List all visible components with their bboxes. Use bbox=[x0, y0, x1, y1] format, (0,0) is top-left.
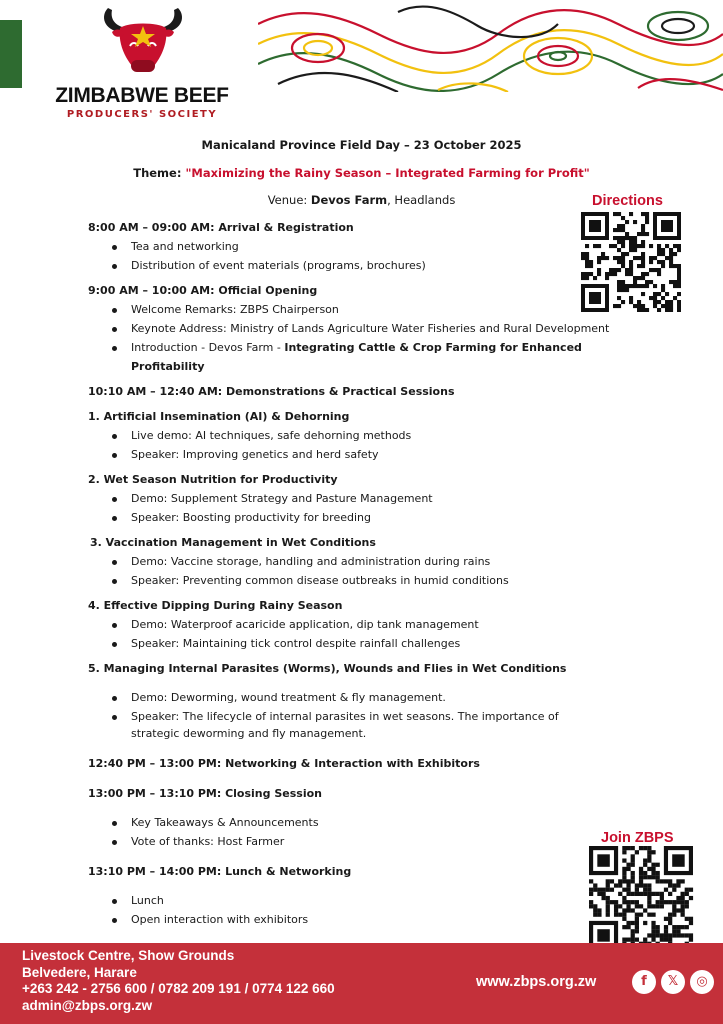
section-heading: 8:00 AM – 09:00 AM: Arrival & Registration bbox=[88, 221, 354, 234]
section-heading: 10:10 AM – 12:40 AM: Demonstrations & Practical Sessions bbox=[88, 385, 455, 398]
bullet-list bbox=[110, 489, 628, 527]
theme-value: "Maximizing the Rainy Season – Integrated Farming for Profit" bbox=[185, 166, 590, 180]
list-item: Open interaction with exhibitors bbox=[110, 910, 628, 929]
bull-head-icon bbox=[98, 2, 188, 80]
demo-heading: 5. Managing Internal Parasites (Worms), Wounds and Flies in Wet Conditions bbox=[88, 662, 567, 675]
bullet-list bbox=[110, 552, 628, 590]
bullet-list bbox=[110, 688, 628, 743]
list-item: Demo: Deworming, wound treatment & fly management. bbox=[110, 688, 628, 707]
event-theme bbox=[0, 166, 723, 180]
directions-qr-code[interactable] bbox=[581, 212, 681, 312]
address-line: Belvedere, Harare bbox=[22, 964, 137, 980]
zbps-logo bbox=[26, 2, 258, 120]
list-item: Speaker: The lifecycle of internal parasites in wet seasons. The importance of strategic deworming and fly management. bbox=[110, 707, 590, 743]
section-heading: 13:10 PM – 14:00 PM: Lunch & Networking bbox=[88, 865, 352, 878]
bullet-list bbox=[110, 813, 628, 851]
list-item: Speaker: Preventing common disease outbreaks in humid conditions bbox=[110, 571, 628, 590]
bullet-list bbox=[110, 891, 628, 929]
section-heading: 12:40 PM – 13:00 PM: Networking & Interaction with Exhibitors bbox=[88, 757, 480, 770]
event-title: Manicaland Province Field Day – 23 October 2025 bbox=[201, 138, 522, 152]
list-item: Lunch bbox=[110, 891, 628, 910]
list-item: Demo: Supplement Strategy and Pasture Management bbox=[110, 489, 628, 508]
agenda bbox=[88, 218, 628, 929]
intro-prefix: Introduction - Devos Farm - bbox=[131, 341, 285, 354]
brand-name: ZIMBABWE BEEF bbox=[55, 84, 229, 107]
demo-heading: 2. Wet Season Nutrition for Productivity bbox=[88, 473, 338, 486]
venue-label: Venue: bbox=[267, 193, 311, 207]
instagram-icon[interactable]: ◎ bbox=[690, 970, 714, 994]
green-accent-strip bbox=[0, 20, 22, 88]
website-link[interactable]: www.zbps.org.zw bbox=[476, 974, 597, 990]
facebook-icon[interactable]: f bbox=[632, 970, 656, 994]
bullet-list bbox=[110, 300, 628, 376]
venue-location: , Headlands bbox=[387, 193, 456, 207]
list-item bbox=[110, 338, 628, 376]
venue-farm: Devos Farm bbox=[310, 193, 388, 207]
bullet-list bbox=[110, 426, 628, 464]
email-link[interactable]: admin@zbps.org.zw bbox=[22, 997, 153, 1013]
section-heading: 13:00 PM – 13:10 PM: Closing Session bbox=[88, 787, 322, 800]
section-heading: 9:00 AM – 10:00 AM: Official Opening bbox=[88, 284, 318, 297]
join-zbps-qr-code[interactable] bbox=[588, 846, 694, 950]
list-item: Welcome Remarks: ZBPS Chairperson bbox=[110, 300, 628, 319]
x-icon[interactable]: 𝕏 bbox=[661, 970, 685, 994]
join-zbps-label: Join ZBPS bbox=[601, 830, 674, 846]
list-item: Live demo: AI techniques, safe dehorning methods bbox=[110, 426, 628, 445]
list-item: Keynote Address: Ministry of Lands Agriculture Water Fisheries and Rural Development bbox=[110, 319, 628, 338]
bullet-list bbox=[110, 615, 628, 653]
contact-block bbox=[22, 948, 335, 1014]
theme-label: Theme: bbox=[133, 166, 186, 180]
demo-heading: 4. Effective Dipping During Rainy Season bbox=[88, 599, 343, 612]
intro-topic: Integrating Cattle & Crop Farming for Enhanced Profitability bbox=[131, 341, 582, 373]
bullet-list bbox=[110, 237, 628, 275]
list-item: Speaker: Improving genetics and herd safety bbox=[110, 445, 628, 464]
brand-subtitle: PRODUCERS' SOCIETY bbox=[66, 109, 218, 120]
header bbox=[0, 0, 723, 122]
list-item: Distribution of event materials (programs, brochures) bbox=[110, 256, 628, 275]
address-line: Livestock Centre, Show Grounds bbox=[22, 948, 235, 963]
list-item: Vote of thanks: Host Farmer bbox=[110, 832, 628, 851]
list-item: Speaker: Maintaining tick control despite rainfall challenges bbox=[110, 634, 628, 653]
list-item: Tea and networking bbox=[110, 237, 628, 256]
footer bbox=[0, 943, 723, 1024]
demo-heading: 1. Artificial Insemination (AI) & Dehorning bbox=[88, 410, 350, 423]
list-item: Demo: Vaccine storage, handling and administration during rains bbox=[110, 552, 628, 571]
list-item: Speaker: Boosting productivity for breeding bbox=[110, 508, 628, 527]
demo-heading: 3. Vaccination Management in Wet Conditions bbox=[90, 536, 376, 549]
list-item: Key Takeaways & Announcements bbox=[110, 813, 628, 832]
directions-label: Directions bbox=[592, 193, 663, 209]
phone-numbers: +263 242 - 2756 600 / 0782 209 191 / 0774 122 660 bbox=[22, 981, 335, 996]
list-item: Demo: Waterproof acaricide application, dip tank management bbox=[110, 615, 628, 634]
contour-pattern-decoration bbox=[258, 4, 723, 92]
